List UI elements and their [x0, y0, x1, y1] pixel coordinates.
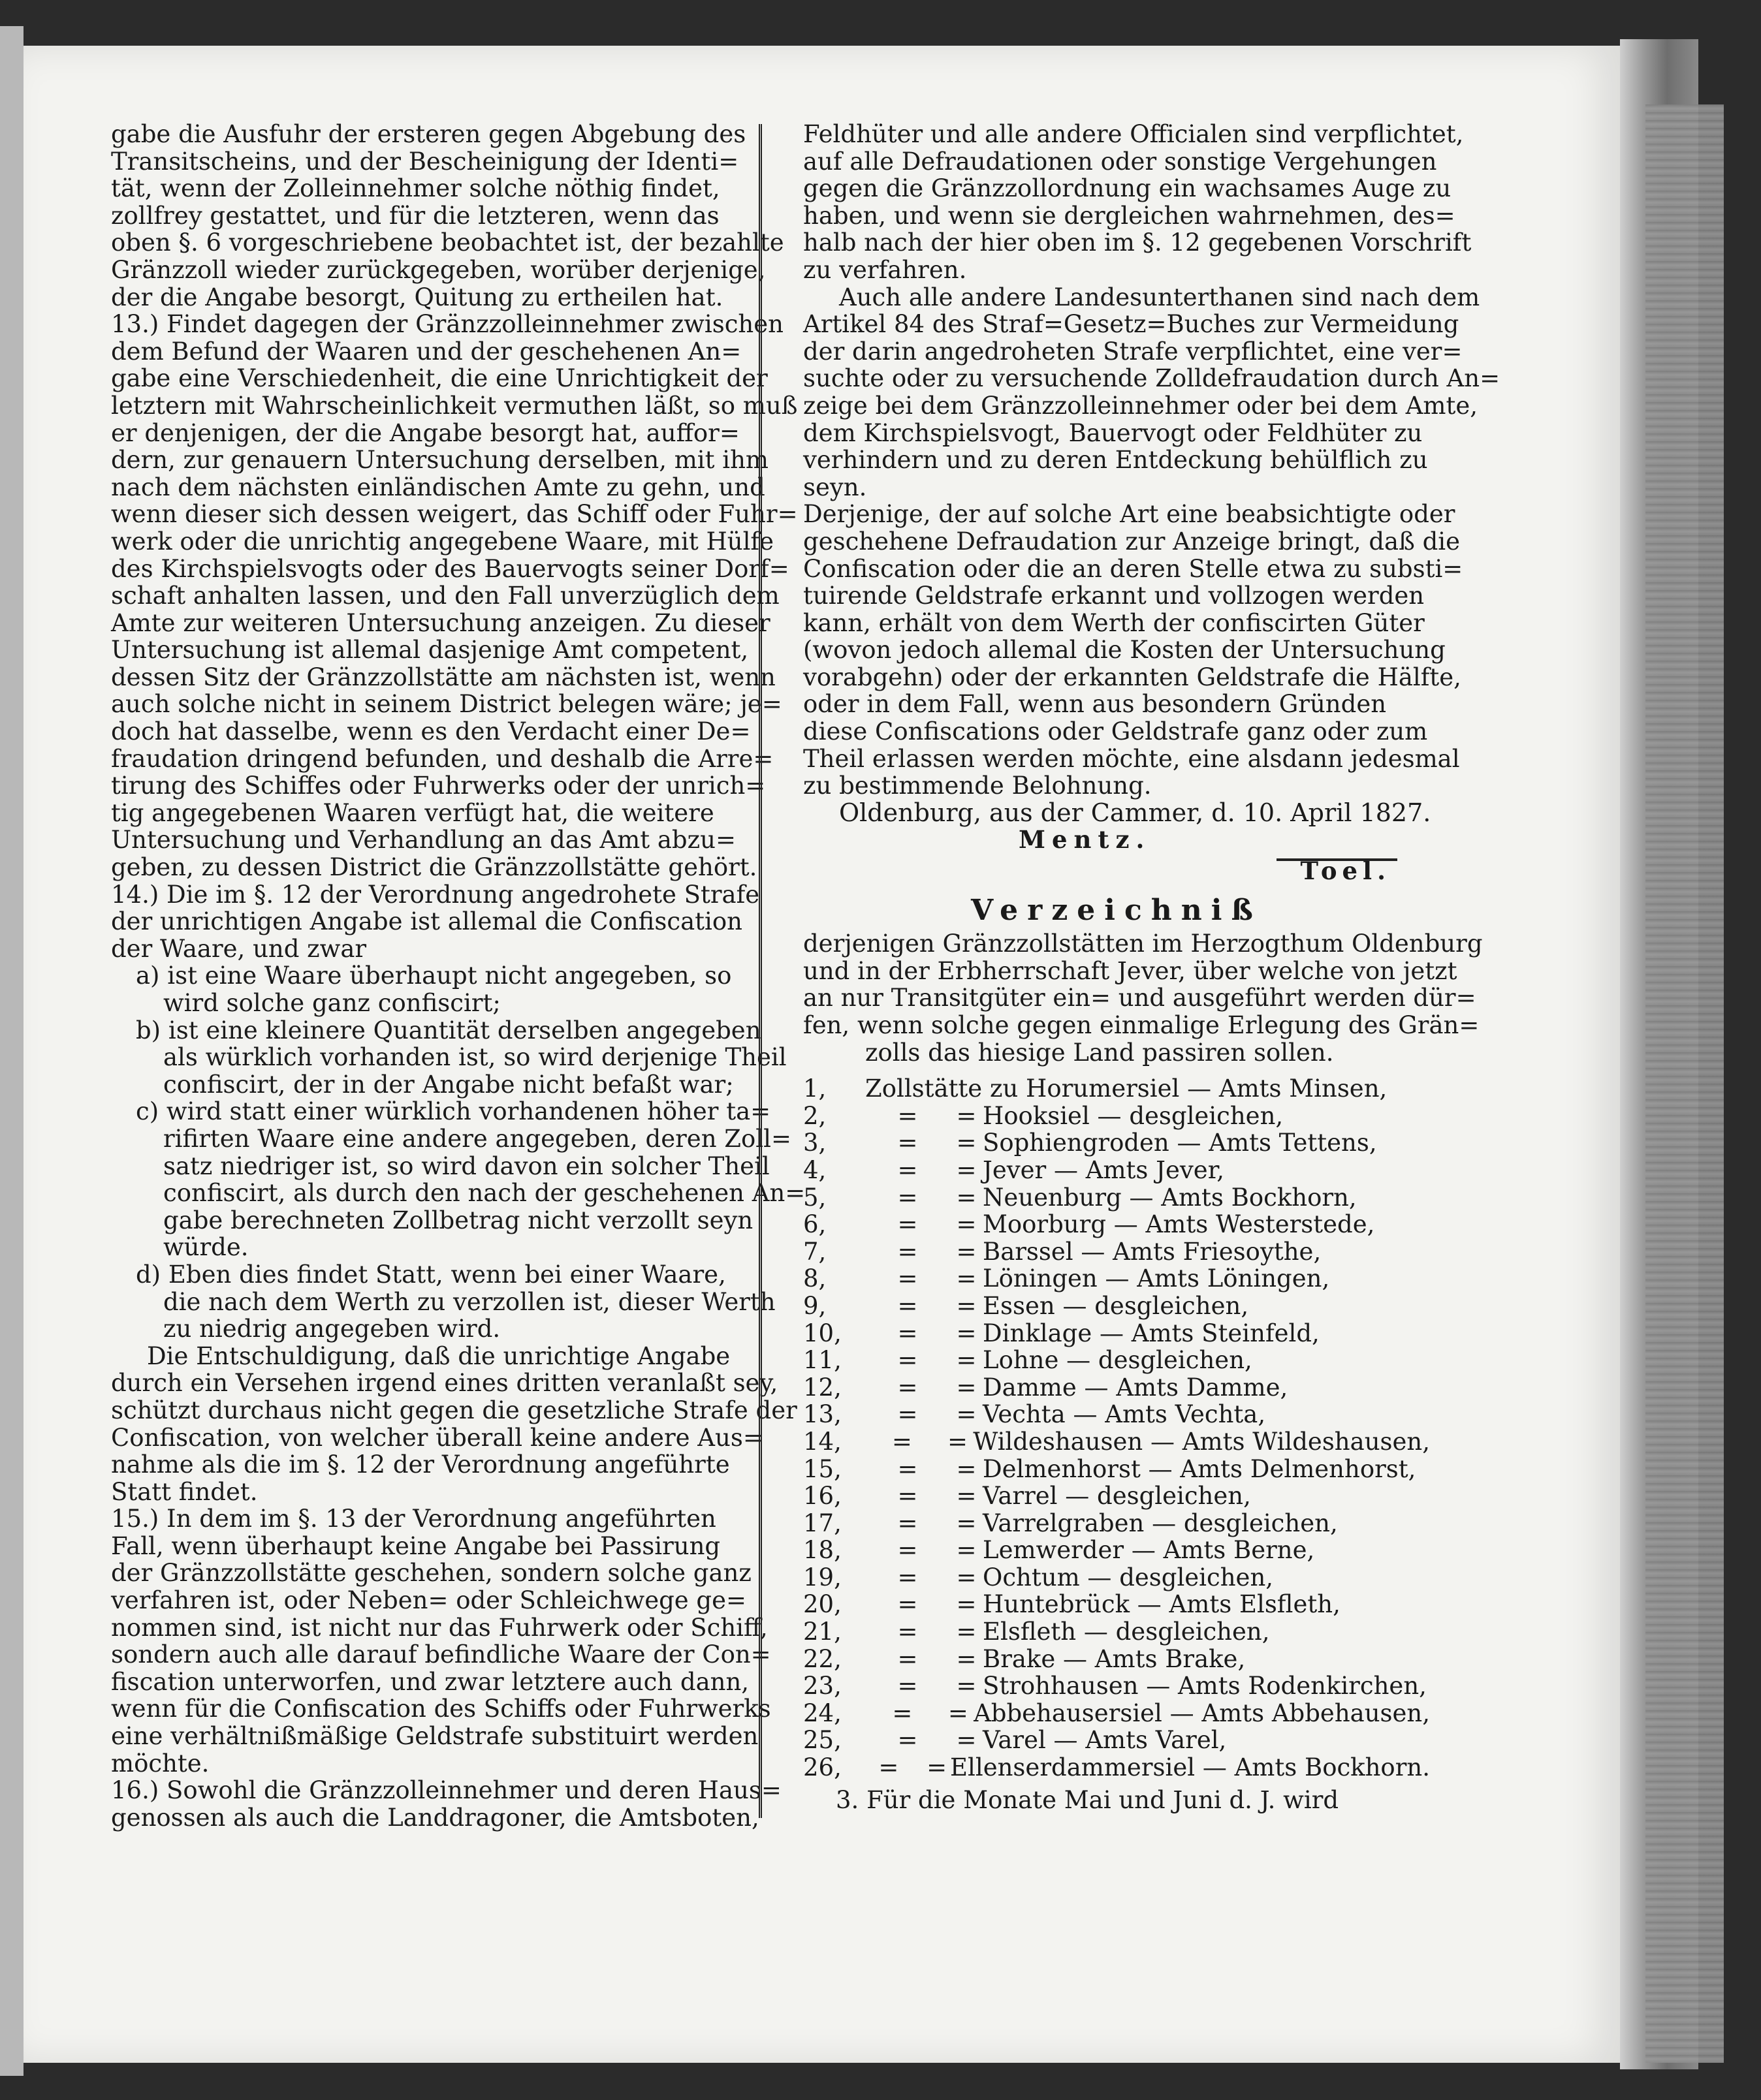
- text-line: halb nach der hier oben im §. 12 gegebenen Vorschrift: [803, 228, 1472, 257]
- ditto-mark: =: [897, 1291, 918, 1320]
- ditto-mark: =: [897, 1482, 918, 1511]
- list-item: [803, 1347, 1430, 1374]
- text-line: 16.) Sowohl die Gränzzolleinnehmer und deren Haus=: [111, 1776, 782, 1805]
- ditto-mark: =: [897, 1210, 918, 1239]
- ditto-mark: =: [956, 1129, 977, 1157]
- list-item-number: 20,: [803, 1590, 842, 1619]
- list-item-number: 13,: [803, 1400, 842, 1429]
- list-item-text: Löningen — Amts Löningen,: [983, 1264, 1330, 1293]
- ditto-mark: =: [947, 1699, 968, 1727]
- text-line: dessen Sitz der Gränzzollstätte am nächsten ist, wenn: [111, 663, 776, 691]
- text-line: letztern mit Wahrscheinlichkeit vermuthen läßt, so muß: [111, 391, 798, 420]
- ditto-mark: =: [897, 1726, 918, 1755]
- text-line: genossen als auch die Landdragoner, die Amtsboten,: [111, 1803, 759, 1832]
- ditto-mark: =: [956, 1644, 977, 1673]
- list-item-text: Essen — desgleichen,: [983, 1291, 1249, 1320]
- text-line: auch solche nicht in seinem District belegen wäre; je=: [111, 690, 782, 719]
- list-item: [803, 1564, 1430, 1591]
- text-line: wenn für die Confiscation des Schiffs oder Fuhrwerks: [111, 1695, 771, 1723]
- text-line: Confiscation, von welcher überall keine andere Aus=: [111, 1423, 763, 1452]
- ditto-mark: =: [897, 1536, 918, 1565]
- ditto-mark: =: [956, 1454, 977, 1483]
- text-line: geben, zu dessen District die Gränzzollstätte gehört.: [111, 853, 757, 882]
- list-item-text: Sophiengroden — Amts Tettens,: [983, 1129, 1377, 1157]
- list-item-text: Hooksiel — desgleichen,: [983, 1101, 1284, 1130]
- text-line: dern, zur genauern Untersuchung derselben, mit ihm: [111, 446, 769, 475]
- ditto-mark: =: [956, 1319, 977, 1347]
- ditto-mark: =: [956, 1726, 977, 1755]
- list-item: [803, 1428, 1430, 1456]
- ditto-mark: =: [897, 1129, 918, 1157]
- list-item-text: Lemwerder — Amts Berne,: [983, 1536, 1315, 1565]
- intro-line: zolls das hiesige Land passiren sollen.: [865, 1038, 1334, 1067]
- list-item-number: 22,: [803, 1644, 842, 1673]
- list-item: [803, 1184, 1430, 1212]
- list-item: [803, 1618, 1430, 1646]
- list-item: [803, 1129, 1430, 1157]
- list-item-text: Varrel — desgleichen,: [983, 1482, 1251, 1511]
- list-item-text: Vechta — Amts Vechta,: [983, 1400, 1266, 1429]
- list-item: [803, 1646, 1430, 1673]
- ditto-mark: =: [891, 1427, 912, 1456]
- text-line: 13.) Findet dagegen der Gränzzolleinnehmer zwischen: [111, 310, 784, 339]
- ditto-mark: =: [956, 1210, 977, 1239]
- text-line: des Kirchspielsvogts oder des Bauervogts seiner Dorf=: [111, 554, 789, 583]
- ditto-mark: =: [878, 1753, 899, 1782]
- text-line: Derjenige, der auf solche Art eine beabsichtigte oder: [803, 500, 1455, 529]
- book-spine: [1645, 104, 1724, 2063]
- ditto-mark: =: [897, 1454, 918, 1483]
- text-line: Auch alle andere Landesunterthanen sind nach dem: [839, 283, 1480, 311]
- list-item-text: Strohhausen — Amts Rodenkirchen,: [983, 1672, 1427, 1700]
- text-line: Amte zur weiteren Untersuchung anzeigen. Zu dieser: [111, 608, 770, 637]
- list-item-number: 23,: [803, 1672, 842, 1700]
- list-item-text: Varrelgraben — desgleichen,: [983, 1509, 1338, 1537]
- text-line: zeige bei dem Gränzzolleinnehmer oder bei dem Amte,: [803, 391, 1478, 420]
- text-line: der unrichtigen Angabe ist allemal die Confiscation: [111, 907, 742, 936]
- text-line: wird solche ganz confiscirt;: [163, 989, 501, 1017]
- list-item-number: 11,: [803, 1346, 842, 1375]
- list-item-number: 24,: [803, 1699, 842, 1727]
- text-line: kann, erhält von dem Werth der confiscirten Güter: [803, 608, 1425, 637]
- closing-line: 3. Für die Monate Mai und Juni d. J. wird: [836, 1785, 1339, 1814]
- ditto-mark: =: [897, 1373, 918, 1402]
- text-line: confiscirt, als durch den nach der geschehenen An=: [163, 1179, 806, 1208]
- ditto-mark: =: [956, 1400, 977, 1429]
- ditto-mark: =: [897, 1183, 918, 1212]
- signature-mentz: Mentz.: [1019, 825, 1151, 854]
- list-item: [803, 1482, 1430, 1510]
- list-item-number: 25,: [803, 1726, 842, 1755]
- list-item-number: 18,: [803, 1536, 842, 1565]
- ditto-mark: =: [897, 1509, 918, 1537]
- text-line: wenn dieser sich dessen weigert, das Schiff oder Fuhr=: [111, 500, 798, 529]
- list-item-number: 8,: [803, 1264, 827, 1293]
- list-item: [803, 1727, 1430, 1754]
- ditto-mark: =: [897, 1672, 918, 1700]
- text-line: würde.: [163, 1233, 249, 1262]
- text-line: Fall, wenn überhaupt keine Angabe bei Passirung: [111, 1531, 721, 1560]
- list-item-text: Delmenhorst — Amts Delmenhorst,: [983, 1454, 1416, 1483]
- intro-line: und in der Erbherrschaft Jever, über welche von jetzt: [803, 956, 1457, 985]
- text-line: Artikel 84 des Straf=Gesetz=Buches zur Vermeidung: [803, 310, 1459, 339]
- text-line: der Gränzzollstätte geschehen, sondern solche ganz: [111, 1559, 752, 1588]
- text-line: nahme als die im §. 12 der Verordnung angeführte: [111, 1450, 730, 1479]
- list-item-text: Barssel — Amts Friesoythe,: [983, 1237, 1322, 1266]
- list-item-number: 3,: [803, 1129, 827, 1157]
- list-item-text: Wildeshausen — Amts Wildeshausen,: [973, 1427, 1431, 1456]
- text-line: 14.) Die im §. 12 der Verordnung angedrohete Strafe: [111, 880, 760, 909]
- list-item-number: 1,: [803, 1074, 827, 1103]
- text-line: gegen die Gränzzollordnung ein wachsames Auge zu: [803, 174, 1452, 203]
- ditto-mark: =: [897, 1101, 918, 1130]
- text-line: Gränzzoll wieder zurückgegeben, worüber derjenige,: [111, 255, 766, 284]
- list-item-number: 9,: [803, 1291, 827, 1320]
- list-item: [803, 1700, 1430, 1727]
- list-item-number: 16,: [803, 1482, 842, 1511]
- text-line: zollfrey gestattet, und für die letzteren, wenn das: [111, 201, 720, 230]
- intro-line: an nur Transitgüter ein= und ausgeführt werden dür=: [803, 984, 1476, 1012]
- text-line: rifirten Waare eine andere angegeben, deren Zoll=: [163, 1124, 791, 1153]
- text-line: b) ist eine kleinere Quantität derselben angegeben: [136, 1016, 761, 1044]
- list-item-text: Ellenserdammersiel — Amts Bockhorn.: [950, 1753, 1430, 1782]
- list-item: [803, 1211, 1430, 1238]
- list-item: [803, 1401, 1430, 1428]
- ditto-mark: =: [897, 1563, 918, 1591]
- list-item-number: 7,: [803, 1237, 827, 1266]
- list-item-text: Jever — Amts Jever,: [983, 1155, 1225, 1184]
- list-item: [803, 1672, 1430, 1700]
- text-line: nach dem nächsten einländischen Amte zu gehn, und: [111, 473, 765, 501]
- list-item-text: Huntebrück — Amts Elsfleth,: [983, 1590, 1341, 1619]
- list-item-number: 19,: [803, 1563, 842, 1591]
- list-item: [803, 1510, 1430, 1537]
- text-line: oder in dem Fall, wenn aus besondern Gründen: [803, 690, 1387, 719]
- list-item-text: Brake — Amts Brake,: [983, 1644, 1246, 1673]
- list-item-text: Elsfleth — desgleichen,: [983, 1618, 1270, 1646]
- text-line: geschehene Defraudation zur Anzeige bringt, daß die: [803, 527, 1461, 556]
- text-line: dem Kirchspielsvogt, Bauervogt oder Feldhüter zu: [803, 418, 1423, 447]
- list-item: [803, 1320, 1430, 1347]
- text-line: der die Angabe besorgt, Quitung zu ertheilen hat.: [111, 283, 723, 311]
- previous-page-edge: [0, 26, 24, 2076]
- text-line: tät, wenn der Zolleinnehmer solche nöthig findet,: [111, 174, 720, 203]
- list-item-text: Moorburg — Amts Westerstede,: [983, 1210, 1375, 1239]
- text-line: haben, und wenn sie dergleichen wahrnehmen, des=: [803, 201, 1455, 230]
- list-item-number: 10,: [803, 1319, 842, 1347]
- list-item-text: Varel — Amts Varel,: [983, 1726, 1227, 1755]
- left-column: [111, 120, 806, 1832]
- signature-rule: [1277, 858, 1397, 861]
- text-line: eine verhältnißmäßige Geldstrafe substituirt werden: [111, 1722, 759, 1751]
- text-line: d) Eben dies findet Statt, wenn bei einer Waare,: [136, 1260, 726, 1289]
- list-item-text: Lohne — desgleichen,: [983, 1346, 1252, 1375]
- list-item-number: 21,: [803, 1618, 842, 1646]
- ditto-mark: =: [897, 1618, 918, 1646]
- ditto-mark: =: [956, 1536, 977, 1565]
- list-item: [803, 1265, 1430, 1293]
- ditto-mark: =: [956, 1563, 977, 1591]
- text-line: zu niedrig angegeben wird.: [163, 1315, 501, 1343]
- text-line: gabe eine Verschiedenheit, die eine Unrichtigkeit der: [111, 364, 768, 393]
- text-line: fiscation unterworfen, und zwar letztere auch dann,: [111, 1667, 750, 1696]
- list-item-number: 26,: [803, 1753, 842, 1782]
- list-item-number: 12,: [803, 1373, 842, 1402]
- text-line: Untersuchung ist allemal dasjenige Amt competent,: [111, 636, 749, 665]
- list-item-text: Abbehausersiel — Amts Abbehausen,: [974, 1699, 1431, 1727]
- list-item-number: 5,: [803, 1183, 827, 1212]
- ditto-mark: =: [956, 1183, 977, 1212]
- text-line: schützt durchaus nicht gegen die gesetzliche Strafe der: [111, 1396, 797, 1424]
- text-line: a) ist eine Waare überhaupt nicht angegeben, so: [136, 962, 732, 990]
- right-column-text: [803, 120, 1500, 800]
- text-line: der darin angedroheten Strafe verpflichtet, eine ver=: [803, 337, 1463, 366]
- text-line: vorabgehn) oder der erkannten Geldstrafe die Hälfte,: [803, 663, 1461, 691]
- ditto-mark: =: [897, 1346, 918, 1375]
- list-item: [803, 1374, 1430, 1402]
- text-line: Die Entschuldigung, daß die unrichtige Angabe: [147, 1341, 731, 1370]
- text-line: Transitscheins, und der Bescheinigung der Identi=: [111, 147, 739, 176]
- text-line: tirung des Schiffes oder Fuhrwerks oder der unrich=: [111, 772, 766, 800]
- text-line: auf alle Defraudationen oder sonstige Vergehungen: [803, 147, 1437, 176]
- text-line: schaft anhalten lassen, und den Fall unverzüglich dem: [111, 582, 780, 610]
- list-item: [803, 1754, 1430, 1781]
- text-line: c) wird statt einer würklich vorhandenen höher ta=: [136, 1097, 771, 1126]
- text-line: Statt findet.: [111, 1477, 258, 1506]
- list-item-text: Neuenburg — Amts Bockhorn,: [983, 1183, 1357, 1212]
- ditto-mark: =: [956, 1264, 977, 1293]
- list-item-number: 4,: [803, 1155, 827, 1184]
- ditto-mark: =: [956, 1291, 977, 1320]
- list-item-text: Ochtum — desgleichen,: [983, 1563, 1274, 1591]
- list-item-number: 15,: [803, 1454, 842, 1483]
- text-line: Theil erlassen werden möchte, eine alsdann jedesmal: [803, 744, 1460, 773]
- list-intro: [803, 930, 1483, 1067]
- list-item-text: Damme — Amts Damme,: [983, 1373, 1288, 1402]
- text-line: tig angegebenen Waaren verfügt hat, die weitere: [111, 798, 714, 827]
- text-line: suchte oder zu versuchende Zolldefraudation durch An=: [803, 364, 1500, 393]
- text-line: zu bestimmende Belohnung.: [803, 772, 1152, 800]
- list-item-number: 14,: [803, 1427, 842, 1456]
- text-line: satz niedriger ist, so wird davon ein solcher Theil: [163, 1152, 770, 1180]
- ditto-mark: =: [897, 1644, 918, 1673]
- list-item: [803, 1238, 1430, 1266]
- text-line: Feldhüter und alle andere Officialen sind verpflichtet,: [803, 120, 1464, 148]
- list-item-number: 17,: [803, 1509, 842, 1537]
- list-item-number: 2,: [803, 1101, 827, 1130]
- ditto-mark: =: [956, 1590, 977, 1619]
- list-item: [803, 1456, 1430, 1483]
- list-item: [803, 1293, 1430, 1320]
- column-divider: [759, 124, 764, 1818]
- text-line: fraudation dringend befunden, und deshalb die Arre=: [111, 744, 774, 773]
- text-line: diese Confiscations oder Geldstrafe ganz oder zum: [803, 717, 1428, 746]
- text-line: confiscirt, der in der Angabe nicht befaßt war;: [163, 1070, 734, 1099]
- ditto-mark: =: [927, 1753, 947, 1782]
- ditto-mark: =: [956, 1101, 977, 1130]
- text-line: oben §. 6 vorgeschriebene beobachtet ist, der bezahlte: [111, 228, 784, 257]
- text-line: seyn.: [803, 473, 867, 501]
- text-line: (wovon jedoch allemal die Kosten der Untersuchung: [803, 636, 1446, 665]
- ditto-mark: =: [897, 1155, 918, 1184]
- text-line: die nach dem Werth zu verzollen ist, dieser Werth: [163, 1287, 776, 1316]
- ditto-mark: =: [897, 1237, 918, 1266]
- ditto-mark: =: [892, 1699, 913, 1727]
- text-line: verfahren ist, oder Neben= oder Schleichwege ge=: [111, 1586, 747, 1615]
- text-line: werk oder die unrichtig angegebene Waare, mit Hülfe: [111, 527, 774, 556]
- intro-line: fen, wenn solche gegen einmalige Erlegung des Grän=: [803, 1011, 1480, 1039]
- text-line: er denjenigen, der die Angabe besorgt hat, auffor=: [111, 418, 740, 447]
- ditto-mark: =: [947, 1427, 968, 1456]
- text-line: nommen sind, ist nicht nur das Fuhrwerk oder Schiff,: [111, 1613, 768, 1642]
- ditto-mark: =: [956, 1155, 977, 1184]
- text-line: der Waare, und zwar: [111, 934, 367, 963]
- ditto-mark: =: [956, 1237, 977, 1266]
- list-item: [803, 1103, 1430, 1130]
- text-line: doch hat dasselbe, wenn es den Verdacht einer De=: [111, 717, 751, 746]
- text-line: sondern auch alle darauf befindliche Waare der Con=: [111, 1640, 771, 1669]
- right-column: [803, 120, 1500, 1814]
- ditto-mark: =: [956, 1346, 977, 1375]
- ditto-mark: =: [956, 1618, 977, 1646]
- intro-line: derjenigen Gränzzollstätten im Herzogthum Oldenburg: [803, 930, 1483, 958]
- text-line: 15.) In dem im §. 13 der Verordnung angeführten: [111, 1505, 716, 1533]
- list-item: [803, 1537, 1430, 1564]
- ditto-mark: =: [897, 1400, 918, 1429]
- text-line: möchte.: [111, 1749, 210, 1778]
- ditto-mark: =: [956, 1672, 977, 1700]
- list-item: [803, 1157, 1430, 1184]
- ditto-mark: =: [956, 1482, 977, 1511]
- ditto-mark: =: [956, 1373, 977, 1402]
- date-line: Oldenburg, aus der Cammer, d. 10. April 1827.: [839, 798, 1431, 827]
- ditto-mark: =: [897, 1319, 918, 1347]
- list-item-text: Zollstätte zu Horumersiel — Amts Minsen,: [865, 1074, 1388, 1103]
- text-line: Confiscation oder die an deren Stelle etwa zu substi=: [803, 554, 1463, 583]
- text-line: verhindern und zu deren Entdeckung behülflich zu: [803, 446, 1428, 475]
- text-line: durch ein Versehen irgend eines dritten veranlaßt sey,: [111, 1369, 778, 1398]
- text-line: dem Befund der Waaren und der geschehenen An=: [111, 337, 742, 366]
- list-item-text: Dinklage — Amts Steinfeld,: [983, 1319, 1320, 1347]
- ditto-mark: =: [897, 1590, 918, 1619]
- ditto-mark: =: [897, 1264, 918, 1293]
- list-item: [803, 1075, 1430, 1103]
- text-line: tuirende Geldstrafe erkannt und vollzogen werden: [803, 582, 1425, 610]
- customs-station-list: [803, 1075, 1430, 1781]
- ditto-mark: =: [956, 1509, 977, 1537]
- text-line: Untersuchung und Verhandlung an das Amt abzu=: [111, 826, 736, 854]
- signature-toel: Toel.: [1300, 856, 1391, 886]
- list-item-number: 6,: [803, 1210, 827, 1239]
- list-heading: Verzeichniß: [971, 893, 1262, 927]
- text-line: gabe berechneten Zollbetrag nicht verzollt seyn: [163, 1206, 754, 1234]
- list-item: [803, 1591, 1430, 1618]
- text-line: gabe die Ausfuhr der ersteren gegen Abgebung des: [111, 120, 746, 148]
- text-line: zu verfahren.: [803, 255, 967, 284]
- text-line: als würklich vorhanden ist, so wird derjenige Theil: [163, 1043, 787, 1072]
